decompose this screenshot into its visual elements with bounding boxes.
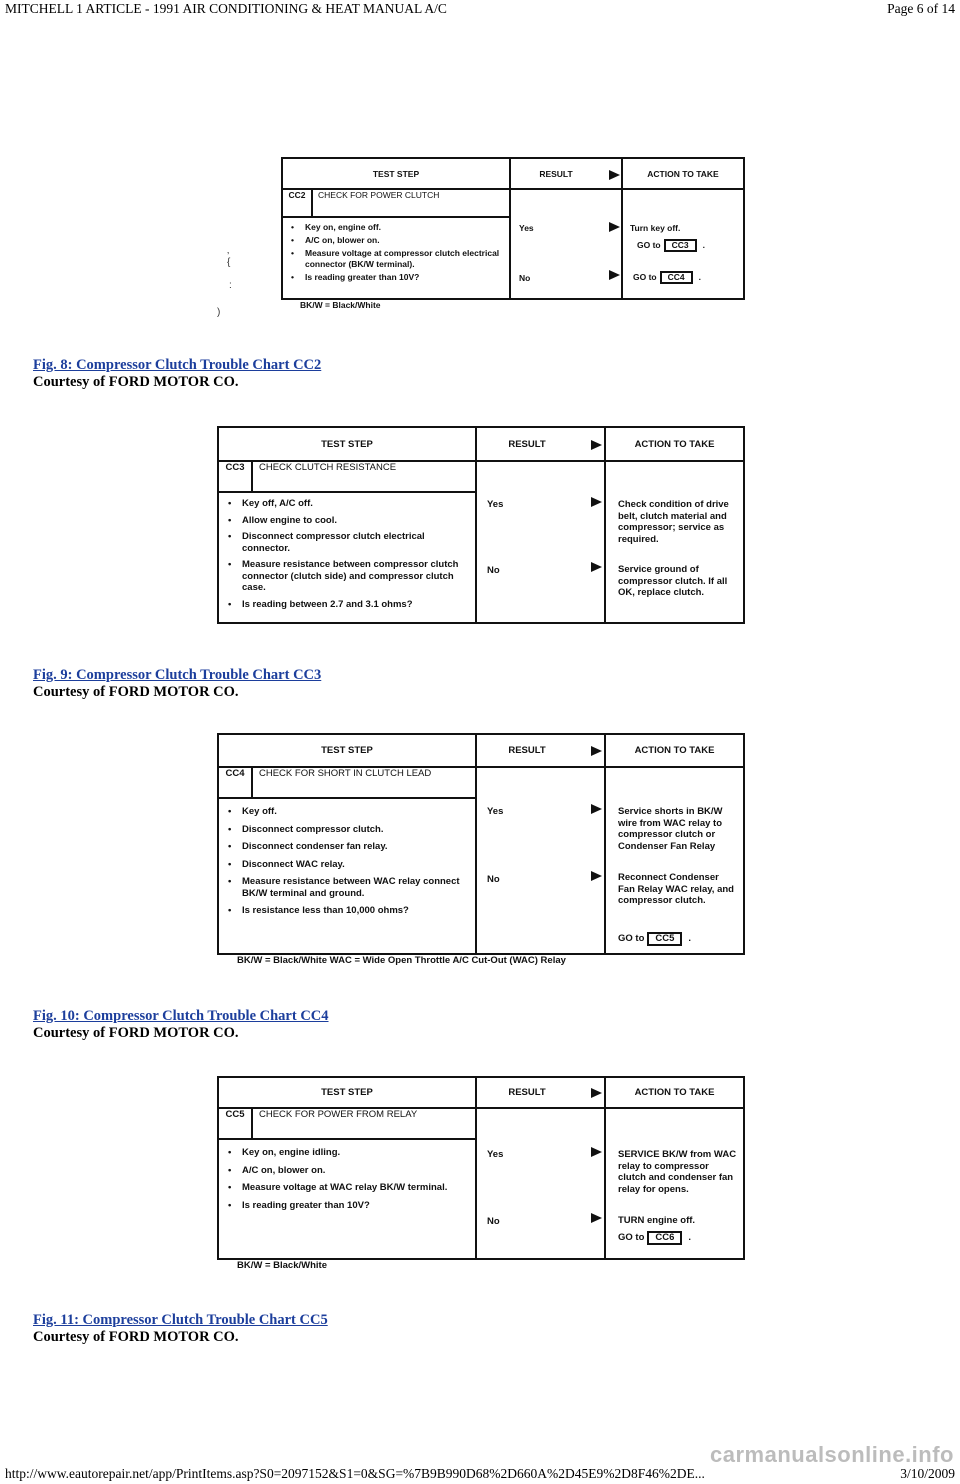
action-text: Service shorts in BK/W wire from WAC relay to compressor clutch or Condenser Fan Relay — [618, 806, 723, 852]
header-test-step: TEST STEP — [372, 169, 420, 179]
arrow-icon — [591, 1088, 602, 1098]
step-list — [226, 806, 471, 917]
figure-link[interactable]: Fig. 8: Compressor Clutch Trouble Chart CC2 — [33, 357, 322, 373]
arrow-icon — [591, 562, 602, 572]
step-id: CC3 — [219, 460, 253, 493]
watermark-logo: carmanualsonline.info — [710, 1442, 954, 1467]
goto-line: GO to CC5 . — [618, 932, 691, 946]
header-test-step: TEST STEP — [321, 1087, 373, 1098]
figure-caption — [33, 667, 321, 701]
figure-link[interactable]: Fig. 10: Compressor Clutch Trouble Chart CC4 — [33, 1008, 329, 1024]
arrow-icon — [591, 746, 602, 756]
goto-line: GO to CC4 . — [633, 271, 701, 284]
page-number: Page 6 of 14 — [887, 1, 955, 16]
step-title: CHECK FOR POWER FROM RELAY — [259, 1109, 418, 1120]
scan-artifact: ) — [217, 307, 221, 318]
trouble-chart-cc4 — [217, 733, 745, 955]
arrow-icon — [591, 1147, 602, 1157]
step-item: • Is reading between 2.7 and 3.1 ohms? — [226, 599, 471, 611]
footer-date: 3/10/2009 — [900, 1466, 955, 1481]
step-list — [289, 222, 504, 283]
step-id: CC5 — [219, 1107, 253, 1140]
step-title: CHECK CLUTCH RESISTANCE — [259, 462, 397, 473]
column-divider — [475, 735, 477, 953]
step-item: • Key off. — [226, 806, 471, 818]
goto-step-box[interactable]: CC6 — [647, 1231, 682, 1245]
header-action: ACTION TO TAKE — [634, 745, 715, 756]
header-result: RESULT — [508, 745, 546, 756]
step-list — [226, 498, 471, 610]
step-title: CHECK FOR POWER CLUTCH — [318, 190, 440, 200]
trouble-chart-cc3 — [217, 426, 745, 624]
abbreviation-key: BK/W = Black/White WAC = Wide Open Throttle A/C Cut-Out (WAC) Relay — [237, 955, 566, 966]
abbreviation-key: BK/W = Black/White — [237, 1260, 327, 1271]
step-item: • Disconnect compressor clutch electrical connector. — [226, 531, 471, 554]
step-item: • Is reading greater than 10V? — [289, 272, 504, 283]
goto-label: GO to — [618, 1232, 645, 1243]
arrow-icon — [591, 440, 602, 450]
figure-caption — [33, 1008, 329, 1042]
step-item: • Measure resistance between compressor clutch connector (clutch side) and compressor clutch case. — [226, 559, 471, 594]
column-divider — [475, 428, 477, 622]
action-text: Check condition of drive belt, clutch material and compressor; service as required. — [618, 499, 729, 545]
header-action: ACTION TO TAKE — [634, 1087, 715, 1098]
figure-credit: Courtesy of FORD MOTOR CO. — [33, 374, 239, 390]
goto-step-box[interactable]: CC3 — [664, 239, 697, 252]
arrow-icon — [591, 497, 602, 507]
step-item: • Measure resistance between WAC relay connect BK/W terminal and ground. — [226, 876, 471, 899]
figure-link[interactable]: Fig. 11: Compressor Clutch Trouble Chart CC5 — [33, 1312, 328, 1328]
result-no: No — [519, 273, 531, 283]
figure-credit: Courtesy of FORD MOTOR CO. — [33, 1329, 239, 1345]
header-result: RESULT — [539, 169, 573, 179]
action-text: SERVICE BK/W from WAC relay to compressor clutch and condenser fan relay for opens. — [618, 1149, 737, 1195]
arrow-icon — [591, 804, 602, 814]
header-test-step: TEST STEP — [321, 439, 373, 450]
title-underline — [219, 1138, 475, 1140]
step-id: CC4 — [219, 766, 253, 799]
arrow-icon — [591, 1213, 602, 1223]
result-yes: Yes — [487, 499, 504, 510]
step-item: • Is resistance less than 10,000 ohms? — [226, 905, 471, 917]
step-item: • Key off, A/C off. — [226, 498, 471, 510]
goto-line: GO to CC6 . — [618, 1231, 691, 1245]
step-item: • Disconnect WAC relay. — [226, 859, 471, 871]
step-item: • Key on, engine off. — [289, 222, 504, 233]
step-item: • Measure voltage at compressor clutch electrical connector (BK/W terminal). — [289, 248, 504, 270]
header-test-step: TEST STEP — [321, 745, 373, 756]
result-no: No — [487, 565, 500, 576]
action-text: Service ground of compressor clutch. If all OK, replace clutch. — [618, 564, 728, 598]
action-text: Turn key off. — [630, 223, 681, 233]
figure-credit: Courtesy of FORD MOTOR CO. — [33, 684, 239, 700]
abbreviation-key: BK/W = Black/White — [300, 300, 381, 310]
header-action: ACTION TO TAKE — [647, 169, 719, 179]
title-underline — [283, 216, 509, 218]
goto-line: GO to CC3 . — [637, 239, 705, 252]
column-divider — [604, 428, 606, 622]
step-item: • A/C on, blower on. — [289, 235, 504, 246]
scan-artifact: ‚ — [227, 245, 230, 256]
column-divider — [509, 159, 511, 298]
step-id: CC2 — [283, 188, 313, 218]
trouble-chart-cc5 — [217, 1076, 745, 1260]
step-item: • Allow engine to cool. — [226, 515, 471, 527]
column-divider — [604, 735, 606, 953]
arrow-icon — [609, 222, 620, 232]
goto-label: GO to — [633, 272, 657, 282]
step-item: • Measure voltage at WAC relay BK/W terminal. — [226, 1182, 471, 1194]
figure-caption — [33, 357, 321, 391]
arrow-icon — [609, 170, 620, 180]
scan-artifact: : — [229, 280, 232, 291]
goto-step-box[interactable]: CC4 — [660, 271, 693, 284]
result-no: No — [487, 874, 500, 885]
column-divider — [621, 159, 623, 298]
page-header-title: MITCHELL 1 ARTICLE - 1991 AIR CONDITIONING & HEAT MANUAL A/C — [5, 1, 447, 16]
figure-caption — [33, 1312, 328, 1346]
step-item: • Disconnect condenser fan relay. — [226, 841, 471, 853]
goto-label: GO to — [618, 933, 645, 944]
footer-url: http://www.eautorepair.net/app/PrintItems.asp?S0=2097152&S1=0&SG=%7B9B990D68%2D660A%2D45E9%2D8F46%2DE... — [5, 1466, 705, 1481]
title-underline — [219, 491, 475, 493]
result-yes: Yes — [487, 806, 504, 817]
step-item: • Disconnect compressor clutch. — [226, 824, 471, 836]
column-divider — [604, 1078, 606, 1258]
figure-credit: Courtesy of FORD MOTOR CO. — [33, 1025, 239, 1041]
step-item: • Key on, engine idling. — [226, 1147, 471, 1159]
trouble-chart-cc2 — [281, 157, 745, 300]
arrow-icon — [609, 270, 620, 280]
column-divider — [475, 1078, 477, 1258]
title-underline — [219, 797, 475, 799]
header-result: RESULT — [508, 1087, 546, 1098]
step-title: CHECK FOR SHORT IN CLUTCH LEAD — [259, 768, 432, 779]
header-result: RESULT — [508, 439, 546, 450]
action-text: Reconnect Condenser Fan Relay WAC relay, and compressor clutch. — [618, 872, 734, 906]
step-item: • Is reading greater than 10V? — [226, 1200, 471, 1212]
arrow-icon — [591, 871, 602, 881]
step-list — [226, 1147, 471, 1211]
result-yes: Yes — [519, 223, 534, 233]
figure-link[interactable]: Fig. 9: Compressor Clutch Trouble Chart CC3 — [33, 667, 322, 683]
result-yes: Yes — [487, 1149, 504, 1160]
action-text: TURN engine off. — [618, 1215, 696, 1226]
step-item: • A/C on, blower on. — [226, 1165, 471, 1177]
goto-label: GO to — [637, 240, 661, 250]
scan-artifact: { — [227, 257, 231, 268]
result-no: No — [487, 1216, 500, 1227]
header-action: ACTION TO TAKE — [634, 439, 715, 450]
goto-step-box[interactable]: CC5 — [647, 932, 682, 946]
